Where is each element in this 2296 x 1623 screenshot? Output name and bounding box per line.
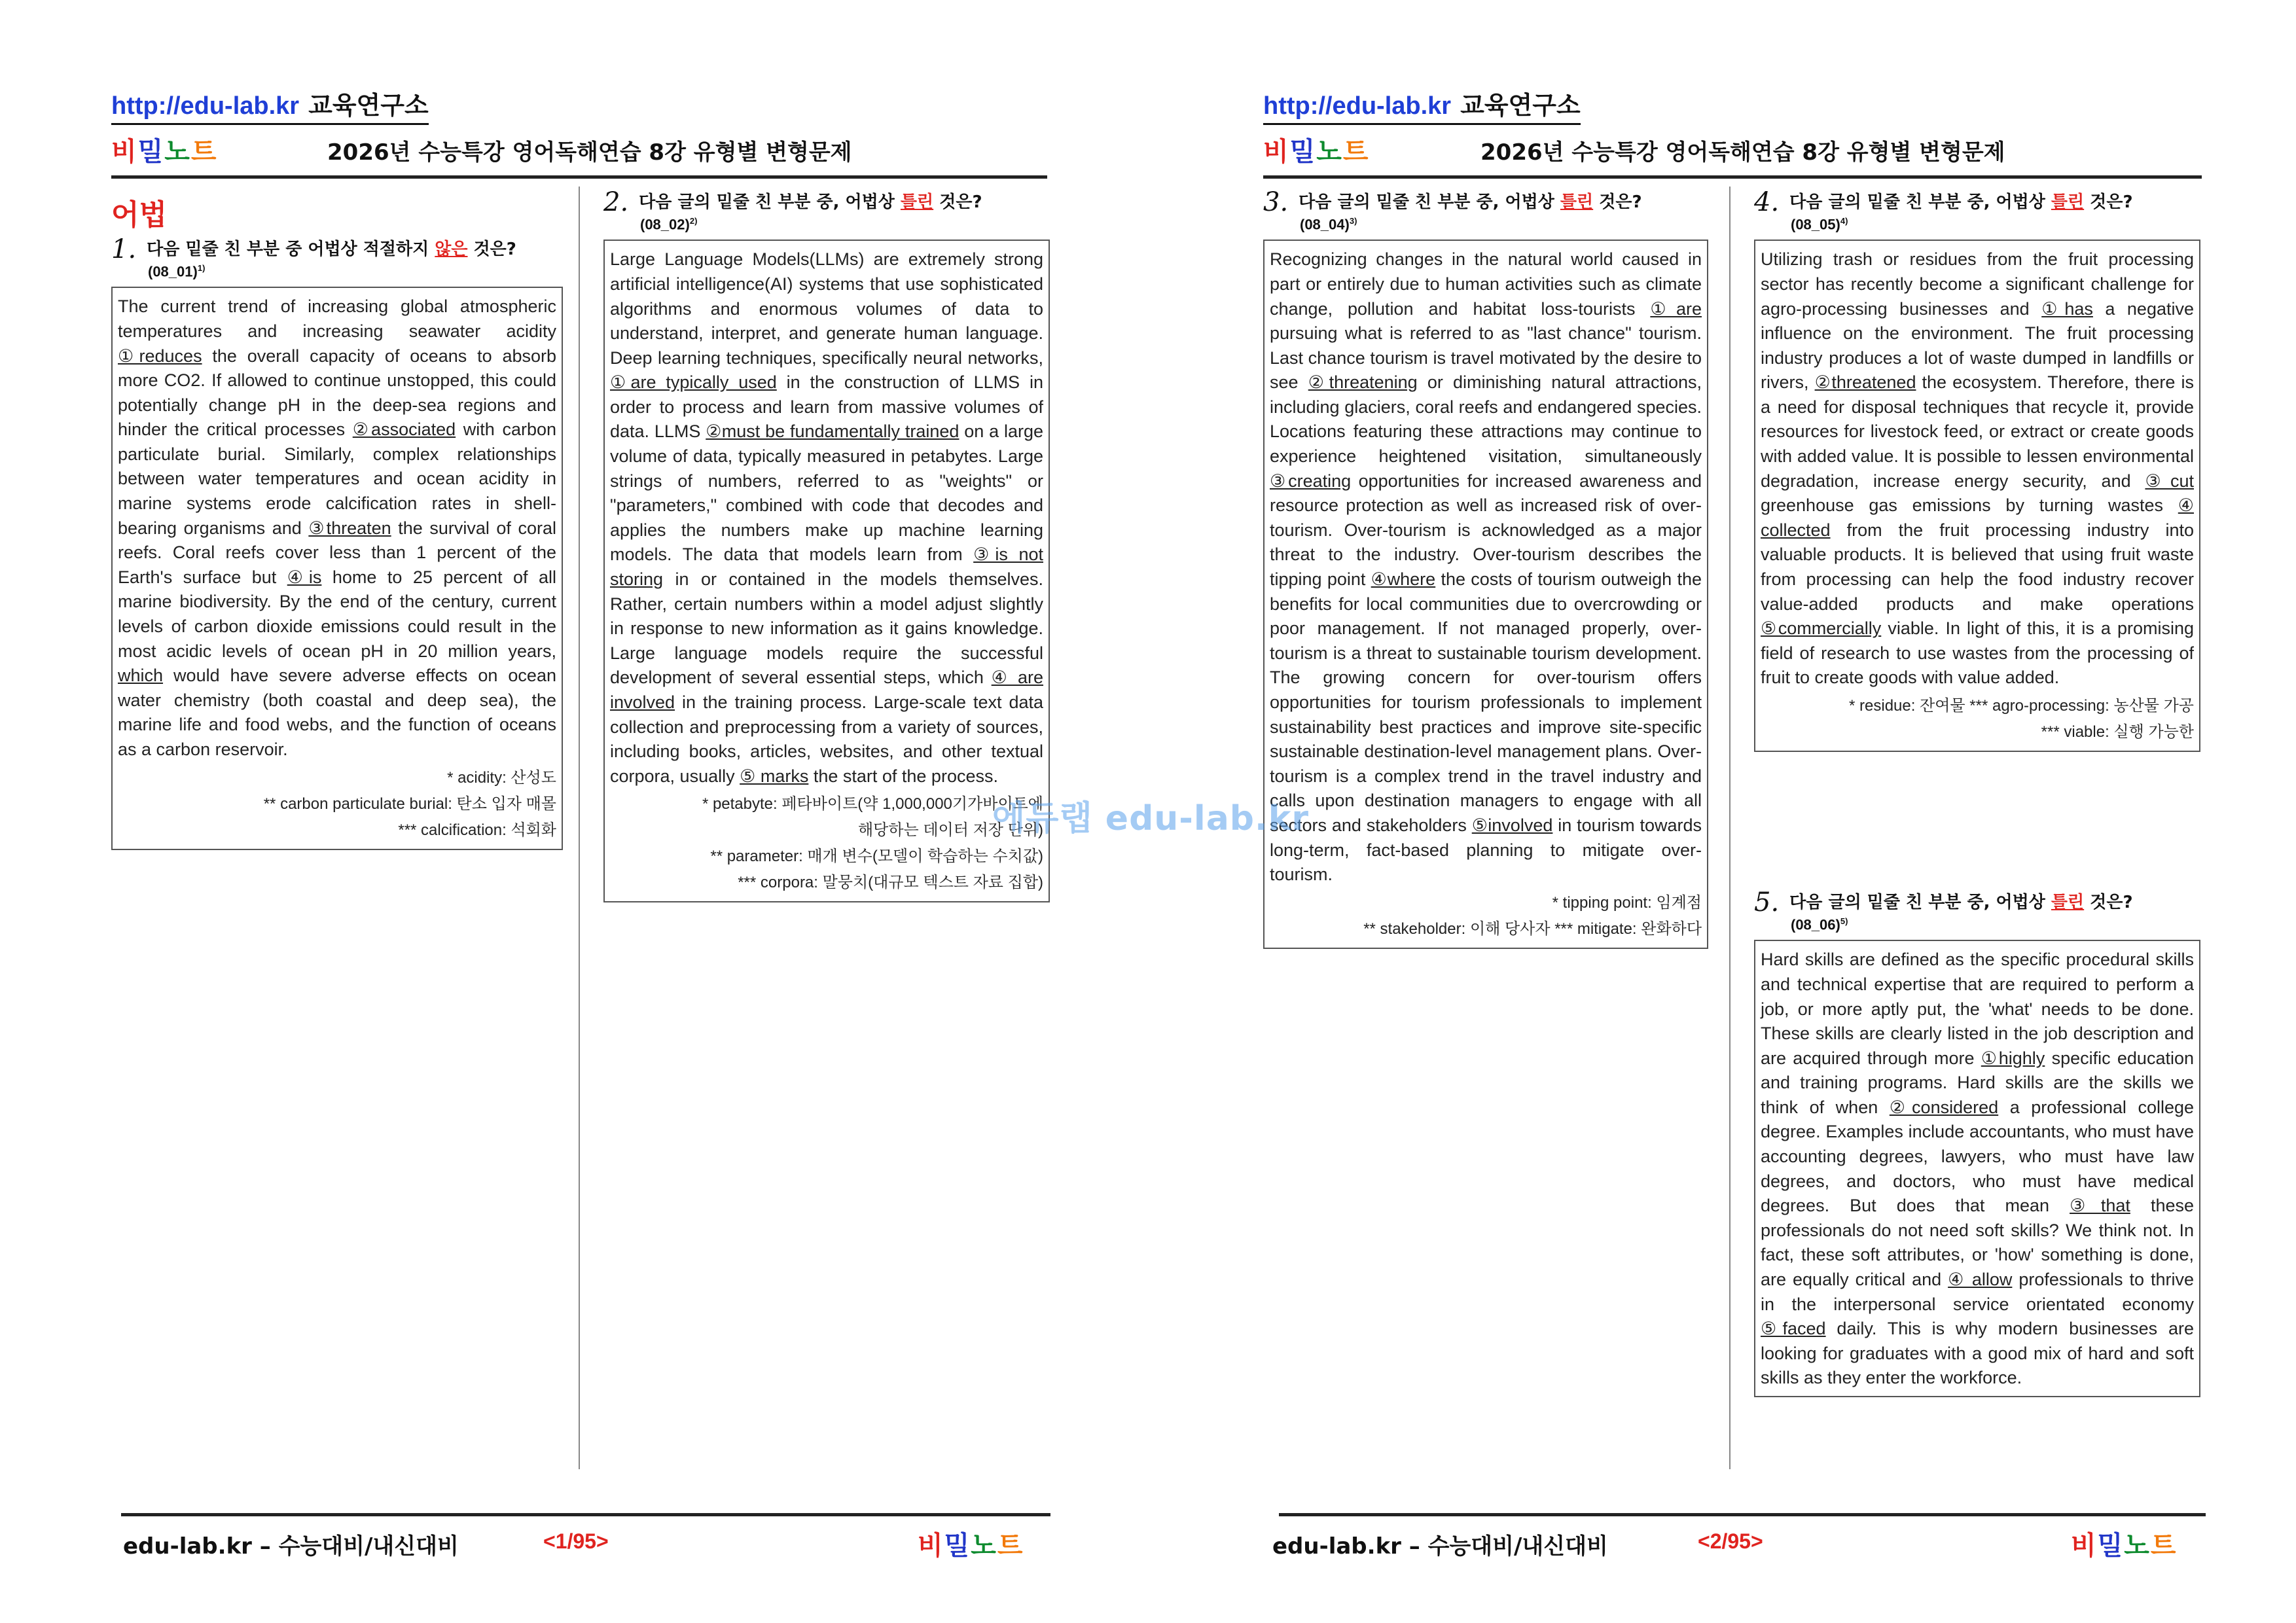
underlined-choice: ④where	[1371, 569, 1436, 590]
passage-box	[1754, 240, 2200, 752]
question-code	[1791, 916, 2200, 933]
passage-segment: on a large volume of data, typically measured in petabytes. Large strings of numbers, referred to as "weights" or "parameters," combined with code that decodes and applies the numbers make up machine learning models. The data that models learn from	[610, 421, 1043, 565]
underlined-choice: ①reduces	[118, 346, 202, 366]
footnote-ref: 2)	[689, 216, 698, 226]
passage-segment: viable. In light of this, it is a promising field of research to use wastes from the processing of fruit to create goods with value added.	[1761, 618, 2194, 688]
footer-site: edu-lab.kr – 수능대비/내신대비	[123, 1533, 459, 1560]
brand-char: 비	[918, 1531, 944, 1561]
question-number: 2.	[603, 187, 629, 217]
brand-char: 밀	[944, 1531, 971, 1561]
passage-box	[1754, 940, 2200, 1397]
footer-brand	[2071, 1525, 2178, 1562]
footer-brand	[918, 1525, 1024, 1562]
brand-char: 노	[164, 137, 191, 167]
passage-segment: daily. This is why modern businesses are looking for graduates with a good mix of hard and soft skills as they enter the workforce.	[1761, 1319, 2194, 1388]
vocab-note: * residue: 잔여물 *** agro-processing: 농산물 가공	[1849, 697, 2194, 715]
underlined-choice: ①highly	[1981, 1048, 2045, 1068]
brand-char: 노	[2124, 1531, 2151, 1561]
stem-emphasis: 않은	[435, 240, 468, 259]
stem-text: 다음 글의 밑줄 친 부분 중, 어법상	[639, 192, 901, 212]
vocab-notes	[1270, 890, 1702, 942]
vocab-note: * acidity: 산성도	[447, 768, 556, 787]
passage-segment: The current trend of increasing global atmospheric temperatures and increasing seawater acidity	[118, 296, 556, 341]
passage-segment: opportunities for increased awareness and resource protection as well as increased risk of over-tourism. Over-tourism is acknowledged as a major threat to the industry. Over-tourism describes the tipping point	[1270, 471, 1702, 590]
underlined-choice: ④is	[287, 567, 322, 587]
question-code	[640, 216, 1050, 233]
passage-segment: pursuing what is referred to as "last chance" tourism. Last chance tourism is travel motivated by the desire to see	[1270, 323, 1702, 393]
page-right	[1148, 0, 2296, 1623]
brand-char: 비	[111, 137, 138, 167]
question-code	[1300, 216, 1708, 233]
passage-segment: the overall capacity of oceans to absorb more CO2. If allowed to continue unstopped, this could potentially change pH in the deep-sea regions and hinder the critical processes	[118, 346, 556, 440]
passage-segment: greenhouse gas emissions by turning wastes	[1761, 495, 2178, 516]
underlined-choice: ①are typically used	[610, 372, 777, 393]
underlined-choice: ③threaten	[308, 518, 391, 538]
brand-char: 노	[971, 1531, 997, 1561]
stem-text: 다음 글의 밑줄 친 부분 중, 어법상	[1789, 893, 2051, 912]
vocab-note: *** viable: 실행 가능한	[2041, 723, 2194, 741]
footer-rule	[1279, 1513, 2206, 1516]
passage-segment: in or contained in the models themselves. Rather, certain numbers within a model adjust slightly in response to new information as it gains knowledge. Large language models require the successful development of several essential steps, which	[610, 569, 1043, 688]
header-rule	[1263, 175, 2202, 179]
column-divider	[1729, 187, 1731, 1469]
question-stem	[1263, 187, 1708, 217]
passage-segment: in the construction of LLMS in order to process and learn from massive volumes of data. LLMS	[610, 372, 1043, 442]
page-number: <1/95>	[543, 1529, 609, 1553]
question-text	[1789, 890, 2200, 915]
underlined-choice: ④ are involved	[610, 668, 1044, 713]
stem-text: 것은?	[2084, 893, 2133, 912]
passage-segment: professionals to thrive in the interpersonal service orientated economy	[1761, 1270, 2194, 1314]
vocab-note: ** parameter: 매개 변수(모델이 학습하는 수치값)	[710, 847, 1043, 866]
passage-segment: Large Language Models(LLMs) are extremely strong artificial intelligence(AI) systems that use sophisticated algorithms and enormous volumes of data to understand, interpret, and generate human language. Deep learning techniques, specifically neural networks,	[610, 249, 1043, 368]
brand-char: 트	[1342, 137, 1370, 167]
brand-char: 노	[1316, 137, 1343, 167]
question-number: 3.	[1263, 187, 1289, 217]
underlined-choice: ⑤ marks	[740, 766, 809, 786]
page-number: <2/95>	[1698, 1529, 1763, 1553]
underlined-choice: ①has	[2041, 298, 2093, 319]
question-stem	[1754, 887, 2200, 918]
question-code-text: (08_04)	[1300, 216, 1350, 233]
passage-text	[118, 294, 556, 762]
question-text	[147, 237, 563, 262]
footer-site: edu-lab.kr – 수능대비/내신대비	[1272, 1533, 1608, 1560]
question-text	[1299, 190, 1708, 215]
stem-emphasis: 틀린	[1560, 192, 1594, 212]
passage-segment: home to 25 percent of all marine biodiversity. By the end of the century, current levels of carbon dioxide emissions could result in the most acidic levels of ocean pH in 20 million years,	[118, 567, 556, 661]
site-link[interactable]	[1263, 85, 1581, 125]
watermark: 에듀랩 edu-lab.kr	[992, 799, 1310, 838]
passage-text	[1761, 948, 2194, 1391]
underlined-choice: ⑤faced	[1761, 1319, 1826, 1339]
stem-text: 것은?	[2084, 192, 2133, 212]
passage-segment: Hard skills are defined as the specific procedural skills and technical expertise that are required to perform a job, or more aptly put, the 'what' needs to be done. These skills are clearly listed in the job description and are acquired through more	[1761, 950, 2194, 1068]
footnote-ref: 4)	[1840, 216, 1848, 226]
stem-emphasis: 틀린	[2051, 893, 2085, 912]
underlined-choice: ②threatening	[1308, 372, 1418, 393]
underlined-choice: ③is not storing	[610, 544, 1043, 590]
passage-segment: with carbon particulate burial. Similarly, complex relationships between water temperatures and ocean acidity in marine systems erode calcification rates in shell-bearing organisms and	[118, 419, 557, 538]
question-number: 4.	[1754, 187, 1780, 217]
vocab-note: ** carbon particulate burial: 탄소 입자 매몰	[263, 794, 556, 813]
question-number: 5.	[1754, 887, 1780, 918]
question-1	[111, 234, 563, 850]
question-stem	[603, 187, 1050, 217]
passage-segment: the survival of coral reefs. Coral reefs cover less than 1 percent of the Earth's surface but	[118, 518, 557, 587]
brand-char: 트	[190, 137, 218, 167]
vocab-note: *** corpora: 말뭉치(대규모 텍스트 자료 집합)	[738, 874, 1043, 892]
stem-emphasis: 틀린	[2051, 192, 2085, 212]
underlined-choice: ②considered	[1889, 1097, 1999, 1117]
passage-segment: from the fruit processing industry into valuable products. It is believed that using fruit waste from processing can help the food industry recover value-added products and make operations	[1761, 520, 2194, 614]
stem-text: 다음 글의 밑줄 친 부분 중, 어법상	[1299, 192, 1560, 212]
brand-char: 비	[2071, 1531, 2098, 1561]
passage-segment: specific education and training programs. Hard skills are the skills we think of when	[1761, 1048, 2194, 1117]
passage-text	[610, 247, 1043, 789]
question-code-text: (08_06)	[1791, 916, 1840, 933]
question-5	[1754, 887, 2200, 1397]
site-org: 교육연구소	[1460, 92, 1581, 120]
document-title: 2026년 수능특강 영어독해연습 8강 유형별 변형문제	[1480, 139, 2005, 166]
underlined-choice: ④ allow	[1948, 1270, 2013, 1290]
site-link[interactable]	[111, 85, 429, 125]
question-text	[639, 190, 1050, 215]
brand-logo	[111, 131, 218, 168]
document-title: 2026년 수능특강 영어독해연습 8강 유형별 변형문제	[327, 139, 852, 166]
underlined-choice: ②threatened	[1814, 372, 1916, 393]
stem-emphasis: 틀린	[900, 192, 934, 212]
passage-box	[1263, 240, 1708, 948]
underlined-choice: ②associated	[352, 419, 456, 440]
question-text	[1789, 190, 2200, 215]
stem-text: 것은?	[1593, 192, 1642, 212]
section-title: 어법	[111, 198, 168, 232]
question-stem	[111, 234, 563, 264]
underlined-choice: ①are	[1650, 298, 1702, 319]
underlined-choice: ③that	[2070, 1196, 2130, 1216]
stem-text: 것은?	[467, 240, 516, 259]
site-url[interactable]: http://edu-lab.kr	[111, 92, 300, 120]
footnote-ref: 1)	[197, 263, 206, 273]
passage-segment: in the training process. Large-scale text data collection and preprocessing from a variety of sources, including books, articles, websites, and other textual corpora, usually	[610, 692, 1043, 786]
passage-segment: a professional college degree. Examples include accountants, who must have accounting degrees, lawyers, who must have law degrees, and doctors, who must have medical degrees. But does that mean	[1761, 1097, 2195, 1216]
passage-box	[603, 240, 1050, 902]
question-stem	[1754, 187, 2200, 217]
passage-segment: Utilizing trash or residues from the fruit processing sector has recently become a significant challenge for agro-processing businesses and	[1761, 249, 2194, 319]
passage-segment: a negative influence on the environment. The fruit processing industry produces a lot of waste dumped in landfills or rivers,	[1761, 298, 2194, 393]
site-org: 교육연구소	[308, 92, 429, 120]
passage-box	[111, 287, 563, 849]
passage-segment: the ecosystem. Therefore, there is a need for disposal techniques that recycle it, provide resources for livestock feed, or extract or create goods with added value. It is possible to lessen environmental degradation, increase energy security, and	[1761, 372, 2195, 491]
footnote-ref: 3)	[1349, 216, 1357, 226]
stem-text: 것은?	[933, 192, 982, 212]
site-url[interactable]: http://edu-lab.kr	[1263, 92, 1452, 120]
footnote-ref: 5)	[1840, 916, 1848, 926]
vocab-notes	[118, 765, 556, 844]
vocab-note: * tipping point: 임계점	[1552, 893, 1702, 912]
brand-char: 밀	[2097, 1531, 2125, 1561]
question-4	[1754, 187, 2200, 752]
header-rule	[111, 175, 1047, 179]
passage-segment: the start of the process.	[808, 766, 998, 786]
brand-char: 트	[997, 1531, 1024, 1561]
vocab-notes	[1761, 693, 2194, 745]
question-code	[148, 263, 563, 280]
brand-char: 밀	[1289, 137, 1317, 167]
question-code	[1791, 216, 2200, 233]
passage-segment: would have severe adverse effects on ocean water chemistry (both coastal and deep sea), the marine life and food webs, and the function of oceans as a carbon reservoir.	[118, 666, 556, 760]
vocab-note: *** calcification: 석회화	[398, 821, 556, 839]
underlined-choice: ⑤involved	[1471, 815, 1553, 835]
passage-segment: these professionals do not need soft skills? We think not. In fact, these soft attributes, or 'how' something is done, are equally critical and	[1761, 1196, 2194, 1290]
footer-rule	[121, 1513, 1050, 1516]
brand-char: 밀	[137, 137, 165, 167]
passage-text	[1270, 247, 1702, 887]
underlined-choice: ②must be fundamentally trained	[706, 421, 960, 442]
vocab-note: ** stakeholder: 이해 당사자 *** mitigate: 완화하다	[1363, 919, 1702, 938]
question-code-text: (08_05)	[1791, 216, 1840, 233]
brand-logo	[1263, 131, 1370, 168]
brand-char: 비	[1263, 137, 1290, 167]
question-code-text: (08_02)	[640, 216, 690, 233]
underlined-choice: ④ collected	[1761, 495, 2194, 540]
vocab-note: 해당하는 데이터 저장 단위)	[857, 821, 1043, 840]
question-code-text: (08_01)	[148, 263, 198, 280]
column-divider	[579, 187, 580, 1469]
vocab-note: * petabyte: 페타바이트(약 1,000,000기가바이트에	[702, 795, 1043, 813]
underlined-choice: ③cut	[2145, 471, 2194, 491]
vocab-notes	[610, 791, 1043, 896]
brand-char: 트	[2150, 1531, 2178, 1561]
question-number: 1.	[111, 234, 137, 264]
passage-segment: in tourism towards long-term, fact-based planning to mitigate over-tourism.	[1270, 815, 1702, 885]
underlined-choice: ③creating	[1270, 471, 1352, 491]
question-2	[603, 187, 1050, 902]
passage-segment: the costs of tourism outweigh the benefits for local communities due to overcrowding or poor management. If not managed properly, over-tourism is a threat to sustainable tourism development. The growing concern for over-tourism offers opportunities for tourism professionals to implement sustainability best practices and improve site-specific sustainable destination-level management plans. Over-tourism is a complex trend in the travel industry and calls upon destination managers to engage with all sectors and stakeholders	[1270, 569, 1702, 835]
underlined-choice: which	[118, 666, 164, 686]
passage-segment: Recognizing changes in the natural world caused in part or entirely due to human activities such as climate change, pollution and habitat loss-tourists	[1270, 249, 1702, 319]
stem-text: 다음 밑줄 친 부분 중 어법상 적절하지	[147, 240, 435, 259]
stem-text: 다음 글의 밑줄 친 부분 중, 어법상	[1789, 192, 2051, 212]
underlined-choice: ⑤commercially	[1761, 618, 1882, 639]
passage-segment: or diminishing natural attractions, including glaciers, coral reefs and endangered species. Locations featuring these attractions may continue to experience heightened visitation, simultaneously	[1270, 372, 1702, 467]
question-3	[1263, 187, 1708, 949]
passage-text	[1761, 247, 2194, 690]
